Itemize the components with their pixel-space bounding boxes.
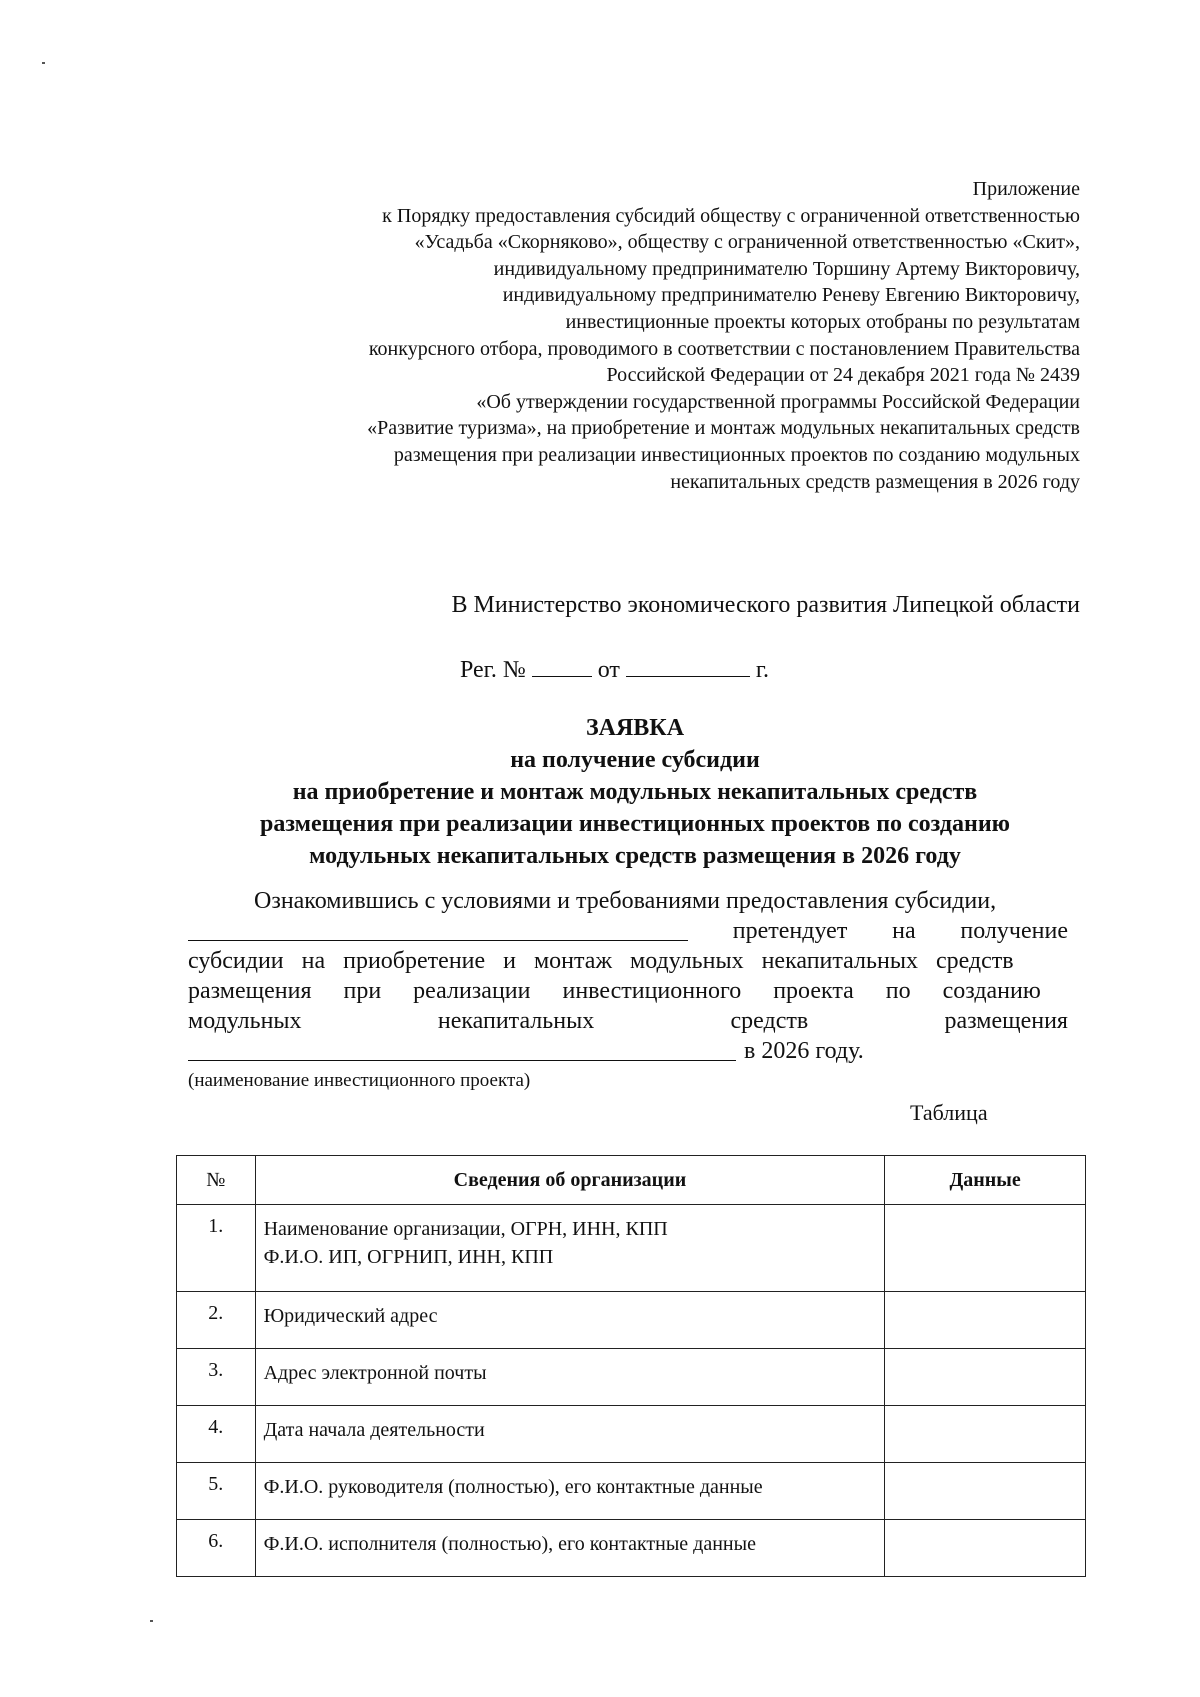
table-row (177, 1292, 1086, 1349)
row-info (255, 1205, 885, 1292)
reg-number-label: Рег. № (460, 657, 526, 683)
appendix-line: «Усадьба «Скорняково», обществу с ограниченной ответственностью «Скит», (414, 231, 1080, 254)
body-line-2 (188, 916, 1068, 946)
body-word: получение (960, 918, 1068, 944)
reg-number-blank (532, 654, 592, 677)
table-label: Таблица (910, 1100, 988, 1125)
reg-date-blank (626, 654, 750, 677)
appendix-line: к Порядку предоставления субсидий обществу с ограниченной ответственностью (382, 204, 1080, 227)
reg-from-label: от (597, 657, 620, 683)
row-number: 3. (177, 1349, 256, 1406)
body-text-span: размещения при реализации инвестиционного проекта по созданию (188, 978, 1041, 1004)
row-number: 1. (177, 1205, 256, 1292)
table-row (177, 1406, 1086, 1463)
body-text-span: в 2026 году. (744, 1038, 864, 1064)
appendix-line: индивидуальному предпринимателю Торшину Артему Викторовичу, (493, 257, 1080, 280)
row-number: 6. (177, 1520, 256, 1577)
appendix-line: некапитальных средств размещения в 2026 году (670, 470, 1080, 493)
title-line: на получение субсидии (510, 747, 760, 773)
application-body (188, 886, 1068, 1066)
application-title (0, 712, 1200, 872)
body-line-1 (188, 886, 1068, 916)
row-number: 2. (177, 1292, 256, 1349)
body-line-3 (188, 946, 1068, 976)
appendix-line: Российской Федерации от 24 декабря 2021 года № 2439 (606, 364, 1080, 387)
title-line: ЗАЯВКА (585, 715, 685, 741)
scan-speck (150, 1620, 153, 1622)
row-info-line: Наименование организации, ОГРН, ИНН, КПП (263, 1218, 668, 1240)
appendix-line: «Об утверждении государственной программы Российской Федерации (476, 390, 1080, 413)
body-line-6 (188, 1036, 1068, 1066)
row-info: Ф.И.О. руководителя (полностью), его контактные данные (255, 1463, 885, 1520)
row-info: Дата начала деятельности (255, 1406, 885, 1463)
table-row (177, 1520, 1086, 1577)
row-data[interactable] (885, 1406, 1086, 1463)
header-number: № (177, 1156, 256, 1205)
row-number: 4. (177, 1406, 256, 1463)
registration-line (460, 654, 769, 684)
body-text-span: Ознакомившись с условиями и требованиями предоставления субсидии, (254, 888, 997, 914)
row-info-line: Ф.И.О. ИП, ОГРНИП, ИНН, КПП (263, 1246, 554, 1268)
row-data[interactable] (885, 1205, 1086, 1292)
project-name-caption: (наименование инвестиционного проекта) (188, 1070, 531, 1091)
body-word: некапитальных (437, 1008, 595, 1034)
body-text-span: субсидии на приобретение и монтаж модульных некапитальных средств (188, 948, 1014, 974)
row-info: Адрес электронной почты (255, 1349, 885, 1406)
row-info: Юридический адрес (255, 1292, 885, 1349)
row-data[interactable] (885, 1463, 1086, 1520)
appendix-line: конкурсного отбора, проводимого в соответствии с постановлением Правительства (368, 337, 1080, 360)
row-data[interactable] (885, 1349, 1086, 1406)
table-row (177, 1349, 1086, 1406)
appendix-header (180, 176, 1080, 495)
organization-info-table (176, 1155, 1086, 1577)
appendix-line: инвестиционные проекты которых отобраны по результатам (565, 310, 1080, 333)
appendix-line: «Развитие туризма», на приобретение и монтаж модульных некапитальных средств (367, 417, 1080, 440)
body-word: на (892, 918, 916, 944)
addressee: В Министерство экономического развития Липецкой области (451, 592, 1080, 618)
row-data[interactable] (885, 1520, 1086, 1577)
reg-year-suffix: г. (755, 657, 770, 683)
scan-speck (42, 62, 45, 64)
body-word: модульных (188, 1008, 302, 1034)
table-header-row (177, 1156, 1086, 1205)
project-name-blank (188, 1036, 736, 1061)
body-line-4 (188, 976, 1068, 1006)
applicant-name-blank (188, 916, 688, 941)
title-line: модульных некапитальных средств размещения в 2026 году (309, 843, 961, 869)
body-word: претендует (732, 918, 848, 944)
row-info: Ф.И.О. исполнителя (полностью), его контактные данные (255, 1520, 885, 1577)
title-line: на приобретение и монтаж модульных некапитальных средств (292, 779, 978, 805)
body-word: размещения (944, 1008, 1068, 1034)
row-data[interactable] (885, 1292, 1086, 1349)
body-line-5 (188, 1006, 1068, 1036)
table-row (177, 1463, 1086, 1520)
header-data: Данные (885, 1156, 1086, 1205)
appendix-line: размещения при реализации инвестиционных проектов по созданию модульных (393, 443, 1080, 466)
appendix-line: индивидуальному предпринимателю Реневу Евгению Викторовичу, (502, 284, 1080, 307)
appendix-line: Приложение (972, 178, 1080, 200)
row-number: 5. (177, 1463, 256, 1520)
table-row (177, 1205, 1086, 1292)
title-line: размещения при реализации инвестиционных проектов по созданию (259, 811, 1011, 837)
body-word: средств (730, 1008, 809, 1034)
header-info: Сведения об организации (255, 1156, 885, 1205)
